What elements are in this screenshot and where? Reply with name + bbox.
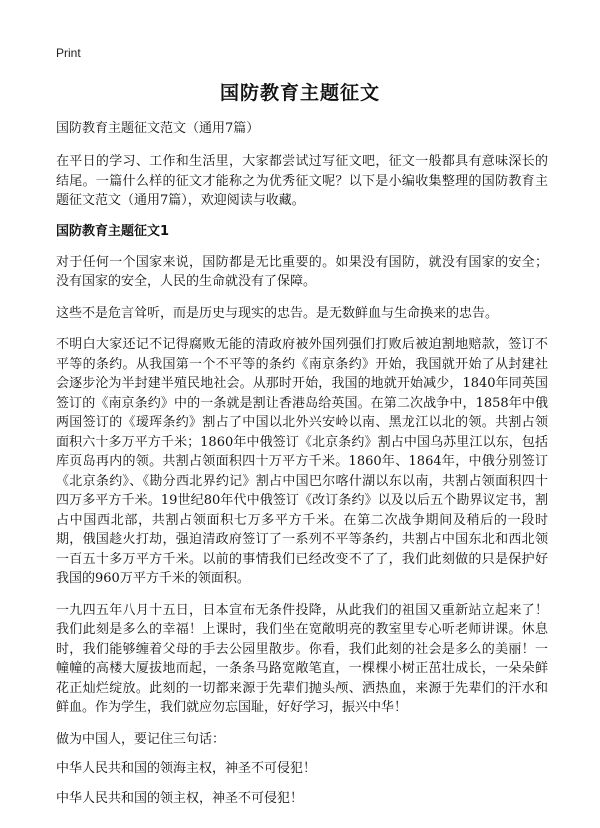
article-body xyxy=(56,120,548,818)
article-subtitle: 国防教育主题征文范文（通用7篇） xyxy=(56,121,260,136)
paragraph-4: 一九四五年八月十五日，日本宣布无条件投降，从此我们的祖国又重新站立起来了！我们此刻是多么的幸福！上课时，我们坐在宽敞明亮的教室里专心听老师讲课。休息时，我们能够缠着父母的手去公园里散步。你看，我们此刻的社会是多么的美丽！一幢幢的高楼大厦拔地而起，一条条马路宽敞笔直，一棵棵小树正茁壮成长，一朵朵鲜花正灿烂绽放。此刻的一切都来源于先辈们抛头颅、洒热血，来源于先辈们的汗水和鲜血。作为学生，我们就应勿忘国耻，好好学习，振兴中华！ xyxy=(56,602,548,715)
page-title: 国防教育主题征文 xyxy=(219,82,380,104)
paragraph-7: 中华人民共和国的领主权，神圣不可侵犯！ xyxy=(56,790,304,806)
paragraph-6: 中华人民共和国的领海主权，神圣不可侵犯！ xyxy=(56,761,317,776)
print-label[interactable]: Print xyxy=(56,46,81,60)
intro-paragraph: 在平日的学习、工作和生活里，大家都尝试过写征文吧，征文一般都具有意味深长的结尾。一篇什么样的征文才能称之为优秀征文呢？以下是小编收集整理的国防教育主题征文范文（通用7篇），欢迎阅读与收藏。 xyxy=(56,154,548,208)
paragraph-1: 对于任何一个国家来说，国防都是无比重要的。如果没有国防，就没有国家的安全；没有国家的安全，人民的生命就没有了保障。 xyxy=(56,254,548,289)
paragraph-3: 不明白大家还记不记得腐败无能的清政府被外国列强们打败后被迫割地赔款，签订不平等的条约。从我国第一个不平等的条约《南京条约》开始，我国就开始了从封建社会逐步沦为半封建半殖民地社会。从那时开始，我国的地就开始减少，1840年同英国签订的《南京条约》中的一条就是割让香港岛给英国。在第二次战争中，1858年中俄两国签订的《瑷珲条约》割占了中国以北外兴安岭以南、黑龙江以北的领。共割占领面积六十多万平方千米；1860年中俄签订《北京条约》割占中国乌苏里江以东，包括库页岛再内的领。共割占领面积四十万平方千米。1860年、1864年，中俄分别签订《北京条约》、《勘分西北界约记》割占中国巴尔喀什湖以东以南，共割占领面积四十四万多平方千米。19世纪80年代中俄签订《改订条约》以及以后五个勘界议定书，割占中国西北部，共割占领面积七万多平方千米。在第二次战争期间及稍后的一段时期，俄国趁火打劫，强迫清政府签订了一系列不平等条约，共割占中国东北和西北领一百五十多万平方千米。以前的事情我们已经改变不了了，我们此刻做的只是保护好我国的960万平方千米的领面积。 xyxy=(56,337,548,586)
paragraph-2: 这些不是危言耸听，而是历史与现实的忠告。是无数鲜血与生命换来的忠告。 xyxy=(56,305,499,321)
paragraph-5: 做为中国人，要记住三句话： xyxy=(56,731,226,747)
section-heading: 国防教育主题征文1 xyxy=(56,223,170,239)
